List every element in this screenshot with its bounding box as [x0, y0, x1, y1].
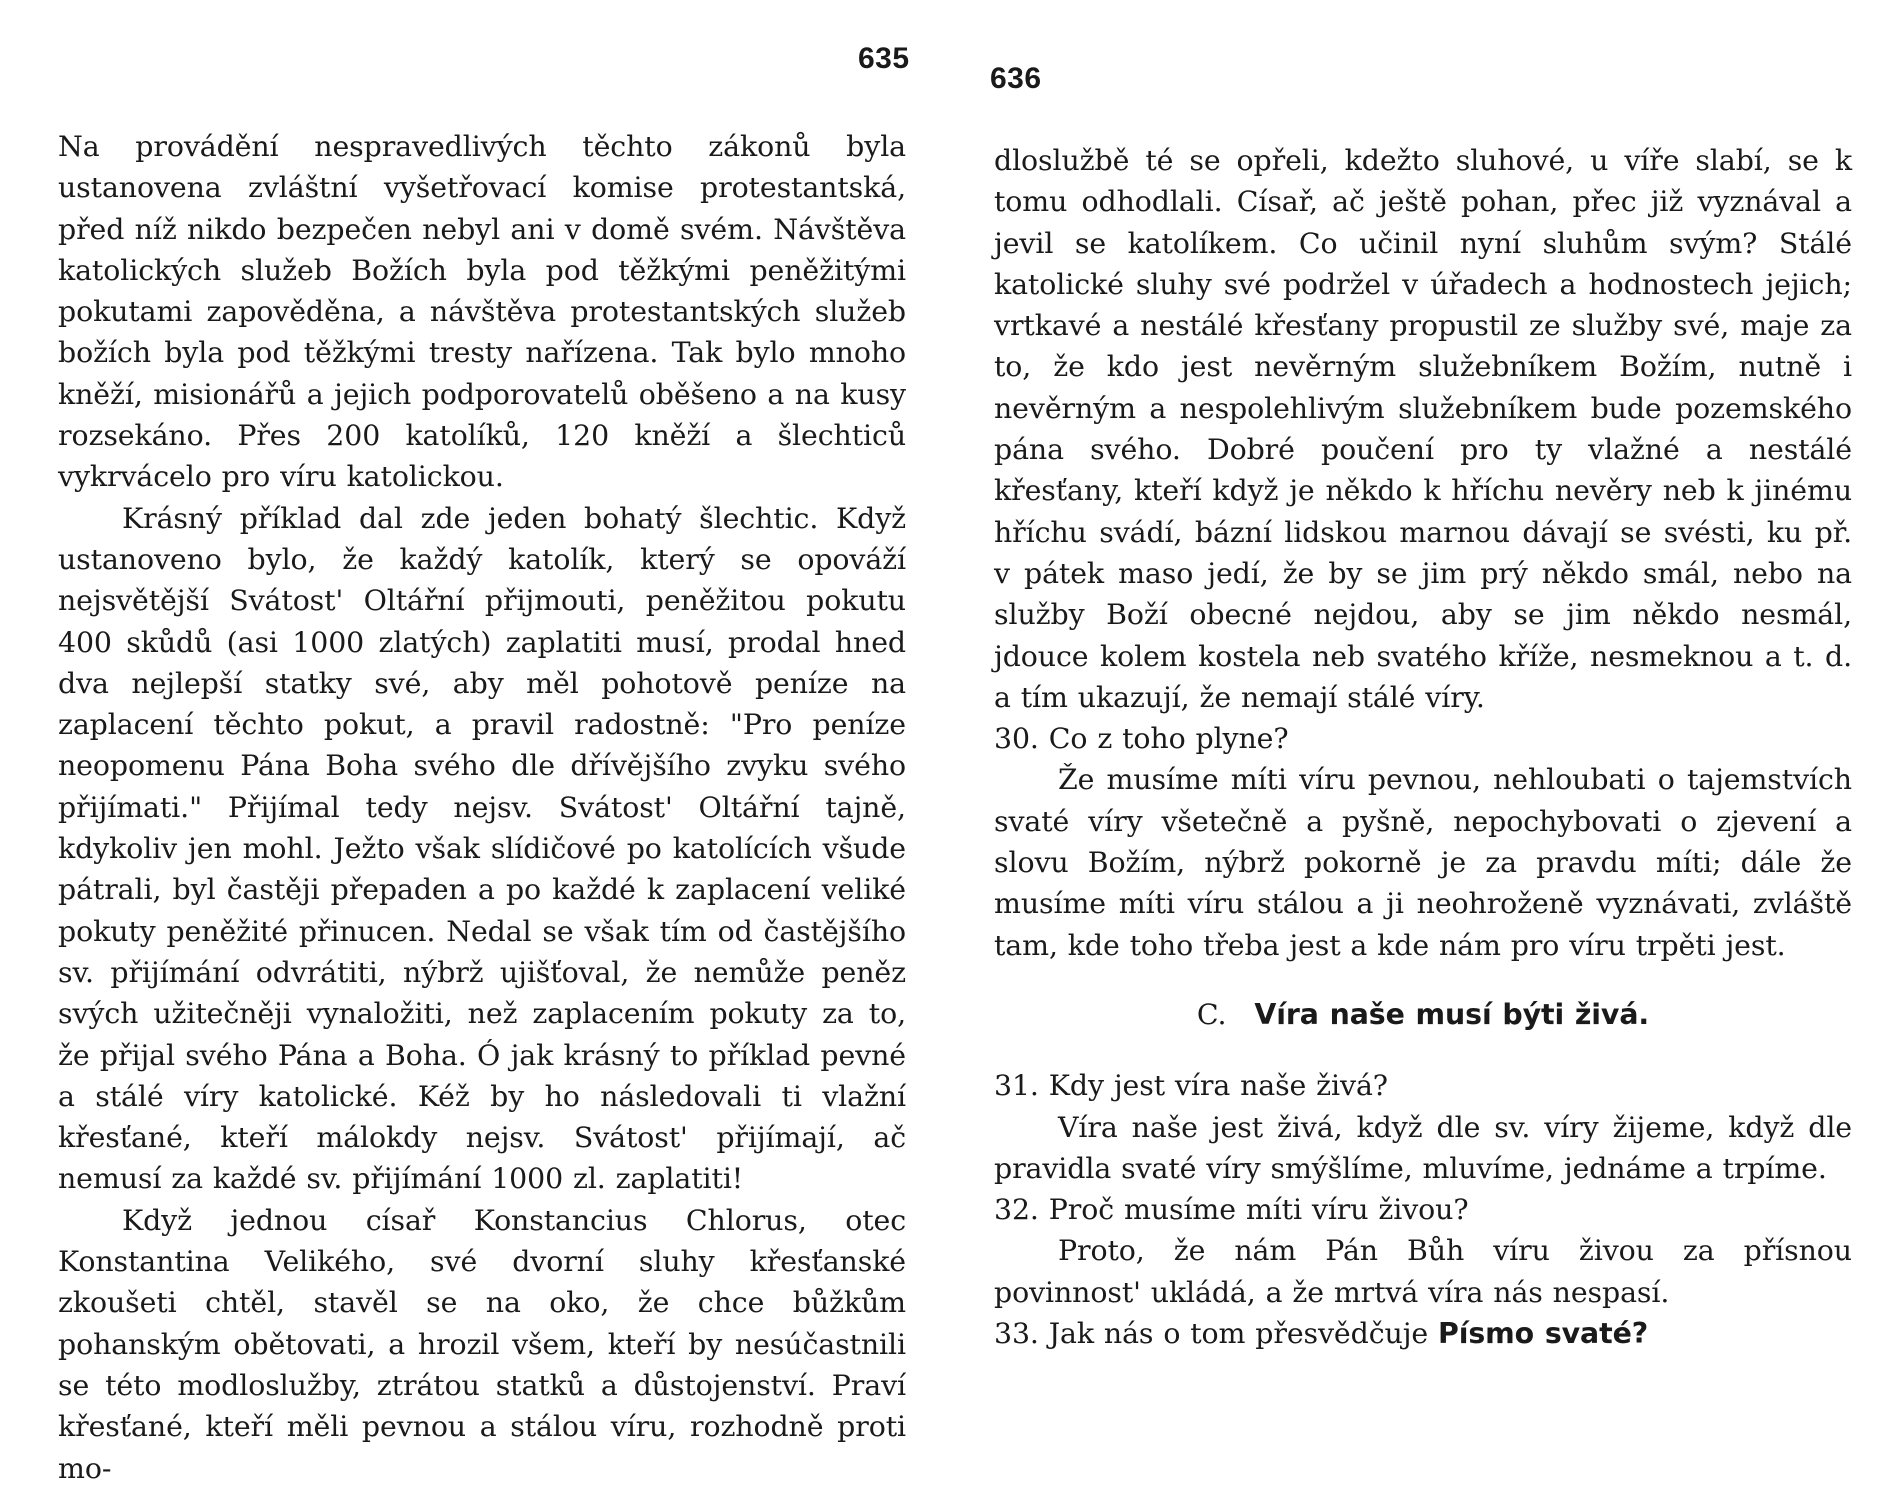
right-page: [980, 0, 1894, 1500]
answer-31: Víra naše jest živá, když dle sv. víry žijeme, když dle pravidla svaté víry smýšlíme, mluvíme, jednáme a trpíme.: [994, 1110, 1852, 1185]
paragraph: Na provádění nespravedlivých těchto zákonů byla ustanovena zvláštní vyšetřovací komise protestantská, před níž nikdo bezpečen nebyl ani v domě svém. Návštěva katolických služeb Božích byla pod těžkými peněžitými pokutami zapověděna, a návštěva protestantských služeb božích byla pod těžkými tresty nařízena. Tak bylo mnoho kněží, misionářů a jejich podporovatelů oběšeno a na kusy rozsekáno. Přes 200 katolíků, 120 kněží a šlechticů vykrvácelo pro víru katolickou.: [58, 130, 906, 494]
left-page-text: [58, 126, 906, 1489]
page-number-right: 636: [990, 62, 1042, 95]
page-number-left: 635: [858, 42, 910, 75]
question-32: 32. Proč musíme míti víru živou?: [994, 1193, 1469, 1227]
section-letter: C.: [1196, 997, 1227, 1031]
paragraph: Krásný příklad dal zde jeden bohatý šlechtic. Když ustanoveno bylo, že každý katolík, který se opováží nejsvětější Svátost' Oltářní přijmouti, peněžitou pokutu 400 skůdů (asi 1000 zlatých) zaplatiti musí, prodal hned dva nejlepší statky své, aby měl pohotově peníze na zaplacení těchto pokut, a pravil radostně: "Pro peníze neopomenu Pána Boha svého dle dřívějšího zvyku svého přijímati." Přijímal tedy nejsv. Svátost' Oltářní tajně, kdykoliv jen mohl. Ježto však slídičové po katolících všude pátrali, byl častěji přepaden a po každé k zaplacení veliké pokuty peněžité přinucen. Nedal se však tím od častějšího sv. přijímání odvrátiti, nýbrž ujišťoval, že nemůže peněz svých užitečněji vynaložiti, než zaplacením pokuty za to, že přijal svého Pána a Boha. Ó jak krásný to příklad pevné a stálé víry katolické. Kéž by ho následovali ti vlažní křesťané, kteří málokdy nejsv. Svátost' přijímají, ač nemusí za každé sv. přijímání 1000 zl. zaplatiti!: [58, 501, 906, 1196]
answer-30: Že musíme míti víru pevnou, nehloubati o tajemstvích svaté víry všetečně a pyšně, nepochybovati o zjevení a slovu Božím, nýbrž pokorně je za pravdu míti; dále že musíme míti víru stálou a ji neohroženě vyznávati, zvláště tam, kde toho třeba jest a kde nám pro víru trpěti jest.: [994, 763, 1852, 962]
section-title: Víra naše musí býti živá.: [1254, 997, 1650, 1031]
question-30: 30. Co z toho plyne?: [994, 722, 1289, 756]
question-33-bold: Písmo svaté?: [1438, 1317, 1649, 1351]
right-page-text: [994, 140, 1852, 1354]
question-33-text: 33. Jak nás o tom přesvědčuje: [994, 1317, 1439, 1351]
paragraph: dloslužbě té se opřeli, kdežto sluhové, u víře slabí, se k tomu odhodlali. Císař, ač ještě pohan, přec již vyznával a jevil se katolíkem. Co učinil nyní sluhům svým? Stálé katolické sluhy své podržel v úřadech a hodnostech jejich; vrtkavé a nestálé křesťany propustil ze služby své, maje za to, že kdo jest nevěrným služebníkem Božím, nutně i nevěrným a nespolehlivým služebníkem bude pozemského pána svého. Dobré poučení pro ty vlažné a nestálé křesťany, kteří když je někdo k hříchu nevěry neb k jinému hříchu svádí, bázní lidskou marnou dávají se svésti, ku př. v pátek maso jedí, že by se jim prý někdo smál, nebo na služby Boží obecné nejdou, aby se jim někdo nesmál, jdouce kolem kostela neb svatého kříže, nesmeknou a t. d. a tím ukazují, že nemají stálé víry.: [994, 144, 1852, 714]
answer-32: Proto, že nám Pán Bůh víru živou za přísnou povinnost' ukládá, a že mrtvá víra nás nespasí.: [994, 1234, 1852, 1309]
question-33: [994, 1313, 1852, 1354]
paragraph: Když jednou císař Konstancius Chlorus, otec Konstantina Velikého, své dvorní sluhy křesťanské zkoušeti chtěl, stavěl se na oko, že chce bůžkům pohanským obětovati, a hrozil všem, kteří by nesúčastnili se této modloslužby, ztrátou statků a důstojenství. Praví křesťané, kteří měli pevnou a stálou víru, rozhodně proti mo-: [58, 1203, 906, 1485]
question-31: 31. Kdy jest víra naše živá?: [994, 1069, 1388, 1103]
section-heading: [994, 994, 1852, 1035]
